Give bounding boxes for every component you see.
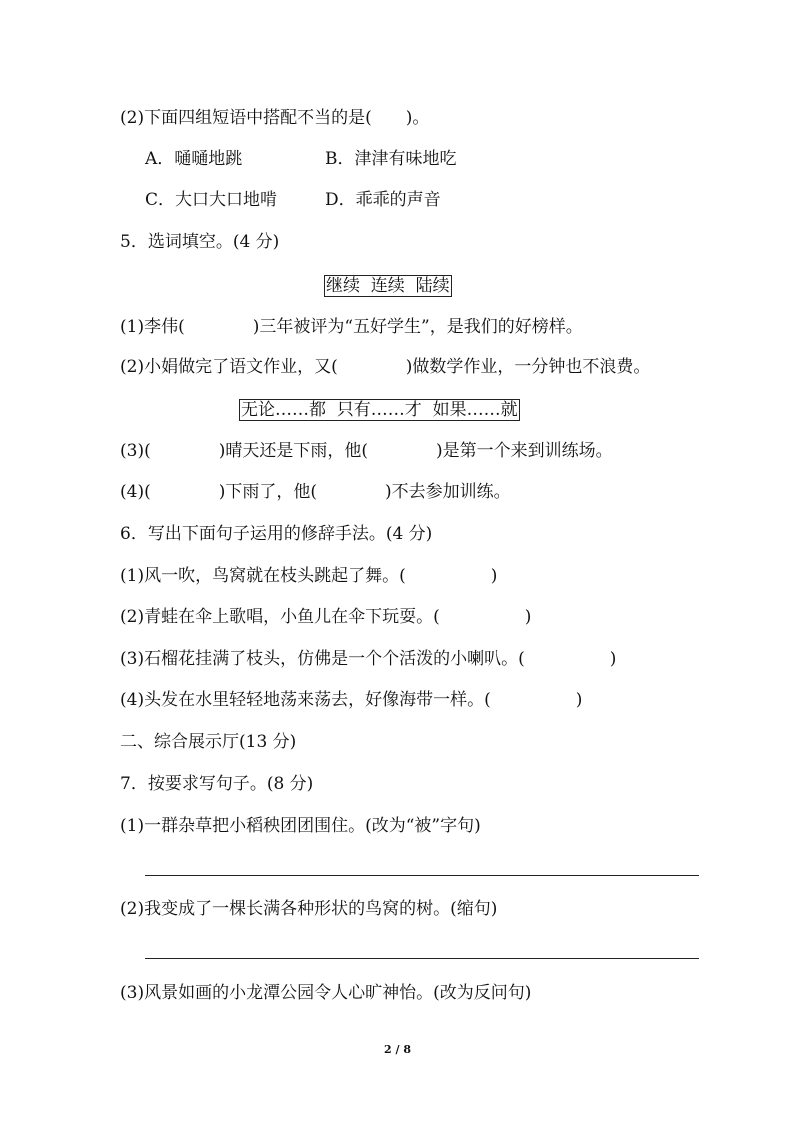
- page-number: 2 / 8: [384, 1043, 411, 1056]
- q5-sentence-3: (3)( )晴天还是下雨，他( )是第一个来到训练场。: [120, 441, 613, 461]
- q7-sentence-2: (2)我变成了一棵长满各种形状的鸟窝的树。(缩句): [120, 899, 498, 919]
- option-c: C．大口大口地啃: [145, 190, 278, 210]
- q5-title: 5．选词填空。(4 分): [120, 232, 280, 252]
- word-box-2: 无论……都 只有……才 如果……就: [241, 400, 518, 420]
- q6-sentence-1: (1)风一吹，鸟窝就在枝头跳起了舞。( ): [120, 566, 498, 586]
- word-box-1: 继续 连续 陆续: [326, 276, 450, 296]
- option-a: A．嗵嗵地跳: [145, 149, 243, 169]
- q6-sentence-3: (3)石榴花挂满了枝头，仿佛是一个个活泼的小喇叭。( ): [120, 649, 617, 669]
- section-2-heading: 二、综合展示厅(13 分): [120, 732, 297, 752]
- q5-sentence-4: (4)( )下雨了，他( )不去参加训练。: [120, 482, 511, 502]
- q7-sentence-1: (1)一群杂草把小稻秧团团围住。(改为“被”字句): [120, 816, 481, 836]
- answer-line-1[interactable]: [145, 875, 699, 876]
- q5-sentence-2: (2)小娟做完了语文作业，又( )做数学作业，一分钟也不浪费。: [120, 357, 651, 377]
- q4-2-stem: (2)下面四组短语中搭配不当的是( )。: [120, 108, 430, 128]
- q6-sentence-2: (2)青蛙在伞上歌唱，小鱼儿在伞下玩耍。( ): [120, 607, 532, 627]
- q6-title: 6．写出下面句子运用的修辞手法。(4 分): [120, 524, 433, 544]
- q7-title: 7．按要求写句子。(8 分): [120, 774, 314, 794]
- answer-line-2[interactable]: [145, 958, 699, 959]
- q6-sentence-4: (4)头发在水里轻轻地荡来荡去，好像海带一样。( ): [120, 690, 583, 710]
- q7-sentence-3: (3)风景如画的小龙潭公园令人心旷神怡。(改为反问句): [120, 983, 532, 1003]
- q5-sentence-1: (1)李伟( )三年被评为“五好学生”，是我们的好榜样。: [120, 317, 583, 337]
- option-d: D．乖乖的声音: [325, 190, 441, 210]
- option-b: B．津津有味地吃: [325, 149, 457, 169]
